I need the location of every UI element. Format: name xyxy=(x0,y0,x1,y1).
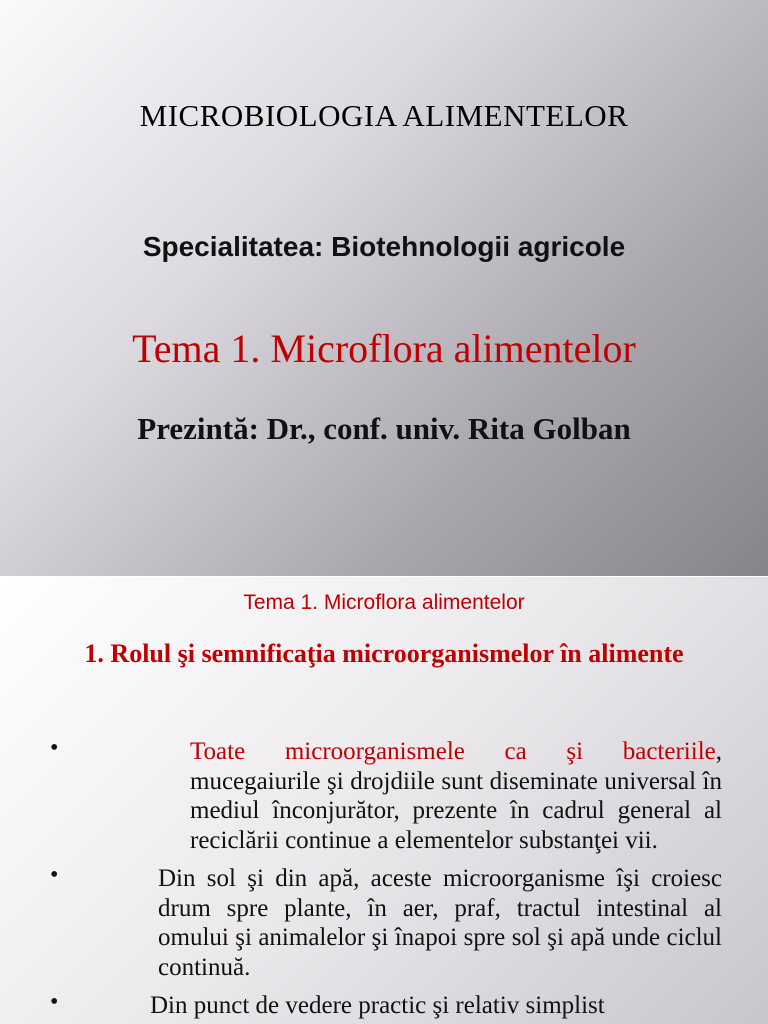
bullet-list xyxy=(0,737,768,1024)
presenter-line: Prezintă: Dr., conf. univ. Rita Golban xyxy=(137,411,631,446)
body-text: , mucegaiurile şi drojdiile sunt diseminate universal în mediul înconjurător, prezente în cadrul general al reciclării continue a elementelor substanţei vii. xyxy=(190,738,722,854)
bullet-text: Din sol şi din apă, aceste microorganisme îşi croiesc drum spre plante, în aer, praf, tractul intestinal al omului şi animalelor şi înapoi spre sol şi apă unde ciclul continuă. xyxy=(158,865,722,981)
bullet-text: Din punct de vedere practic şi relativ simplist xyxy=(150,992,605,1019)
bullet-text xyxy=(92,737,722,855)
bullet-item xyxy=(0,991,768,1021)
bullet-dot: • xyxy=(50,862,59,888)
slide-title: Tema 1. Microflora alimentelor xyxy=(243,591,525,614)
topic-title: Tema 1. Microflora alimentelor xyxy=(132,326,636,371)
bullet-dot: • xyxy=(50,735,59,761)
bullet-item xyxy=(0,864,768,982)
section-heading: 1. Rolul şi semnificaţia microorganismelor în alimente xyxy=(84,639,684,668)
course-title: MICROBIOLOGIA ALIMENTELOR xyxy=(139,98,629,133)
highlight-text: Toate microorganismele ca şi bacteriile xyxy=(190,738,716,765)
bullet-item xyxy=(0,737,768,855)
specialty-line: Specialitatea: Biotehnologii agricole xyxy=(142,231,626,262)
content-slide xyxy=(0,577,768,1024)
bullet-dot: • xyxy=(50,989,59,1015)
